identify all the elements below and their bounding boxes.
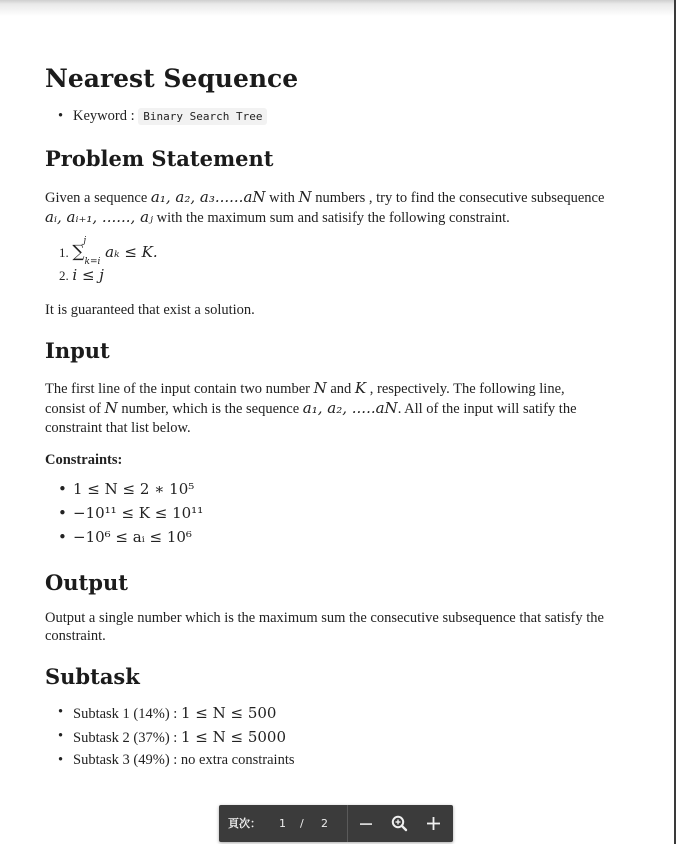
constraint-item-1: • 1 ≤ N ≤ 2 ∗ 10⁵ (73, 480, 194, 498)
toolbar-divider (347, 805, 348, 842)
constraints-label: Constraints: (45, 452, 123, 468)
subtask-label: Subtask 1 (14%) : (73, 706, 181, 722)
text-segment: The first line of the input contain two number (45, 381, 314, 397)
page-separator: / (300, 817, 304, 830)
constraint-item-3: • −10⁶ ≤ aᵢ ≤ 10⁶ (73, 528, 192, 546)
condition-number: 2. (59, 268, 69, 283)
input-line-3: constraint that list below. (45, 420, 191, 436)
subtask-item-2 (73, 728, 286, 747)
text-segment: . All of the input will satify the (397, 401, 577, 417)
guarantee-text: It is guaranteed that exist a solution. (45, 302, 255, 318)
text-segment: with the maximum sum and satisify the following constraint. (152, 210, 510, 226)
math-sequence: a₁, a₂, .....aN (302, 399, 398, 417)
text-segment: , respectively. The following line, (366, 381, 565, 397)
text-segment: with (265, 190, 299, 206)
condition-math: i ≤ j (72, 266, 104, 284)
sum-upper-bound: j (83, 236, 87, 246)
problem-statement-line-1 (45, 187, 635, 208)
text-segment: number, which is the sequence (117, 401, 303, 417)
text-segment: consist of (45, 401, 105, 417)
zoom-in-button[interactable] (420, 805, 446, 842)
sum-lower-bound: k=i (84, 257, 101, 267)
subtask-label: Subtask 2 (37%) : (73, 730, 181, 746)
math-sequence: a₁, a₂, a₃......aN (150, 188, 266, 206)
text-segment: numbers , try to find the consecutive subsequence (311, 190, 605, 206)
keyword-item (73, 108, 267, 125)
zoom-out-button[interactable] (353, 805, 379, 842)
math-subsequence: aᵢ, aᵢ₊₁, ......, aⱼ (45, 208, 153, 226)
input-line-2 (45, 398, 635, 419)
output-line-1: Output a single number which is the maximum sum the consecutive subsequence that satisfy the (45, 610, 604, 626)
text-segment: and (326, 381, 355, 397)
magnifier-icon (391, 815, 408, 832)
math-k: K (354, 379, 367, 397)
output-line-2: constraint. (45, 628, 106, 644)
input-line-1 (45, 378, 635, 399)
text-segment: Given a sequence (45, 190, 151, 206)
output-heading: Output (45, 570, 128, 595)
condition-item-1 (59, 236, 158, 267)
page-label: 頁次： (228, 817, 261, 830)
condition-number: 1. (59, 245, 69, 260)
math-n: N (104, 399, 118, 417)
keyword-value: Binary Search Tree (138, 108, 267, 125)
total-pages: 2 (321, 817, 328, 830)
zoom-button[interactable] (386, 805, 412, 842)
current-page-input[interactable]: 1 (279, 817, 286, 830)
subtask-math: 1 ≤ N ≤ 500 (180, 704, 277, 722)
viewer-top-shadow (0, 0, 676, 16)
math-n: N (313, 379, 327, 397)
condition-item-2 (59, 266, 104, 285)
subtask-math: 1 ≤ N ≤ 5000 (180, 728, 286, 746)
constraint-item-2: • −10¹¹ ≤ K ≤ 10¹¹ (73, 504, 203, 522)
subtask-item-1 (73, 704, 276, 723)
subtask-label: Subtask 3 (49%) : no extra constraints (73, 752, 295, 768)
subtask-item-3 (73, 752, 295, 769)
input-heading: Input (45, 338, 110, 363)
pdf-toolbar (219, 805, 453, 842)
condition-math: ∑ j $_{k=i}$ aₖ ≤ K. (72, 236, 158, 267)
page-title: Nearest Sequence (45, 64, 299, 93)
problem-statement-heading: Problem Statement (45, 146, 274, 171)
minus-icon (359, 817, 373, 831)
keyword-label: Keyword : (73, 108, 135, 124)
plus-icon (426, 816, 441, 831)
problem-statement-line-2 (45, 207, 635, 228)
math-n: N (298, 188, 312, 206)
subtask-heading: Subtask (45, 664, 140, 689)
